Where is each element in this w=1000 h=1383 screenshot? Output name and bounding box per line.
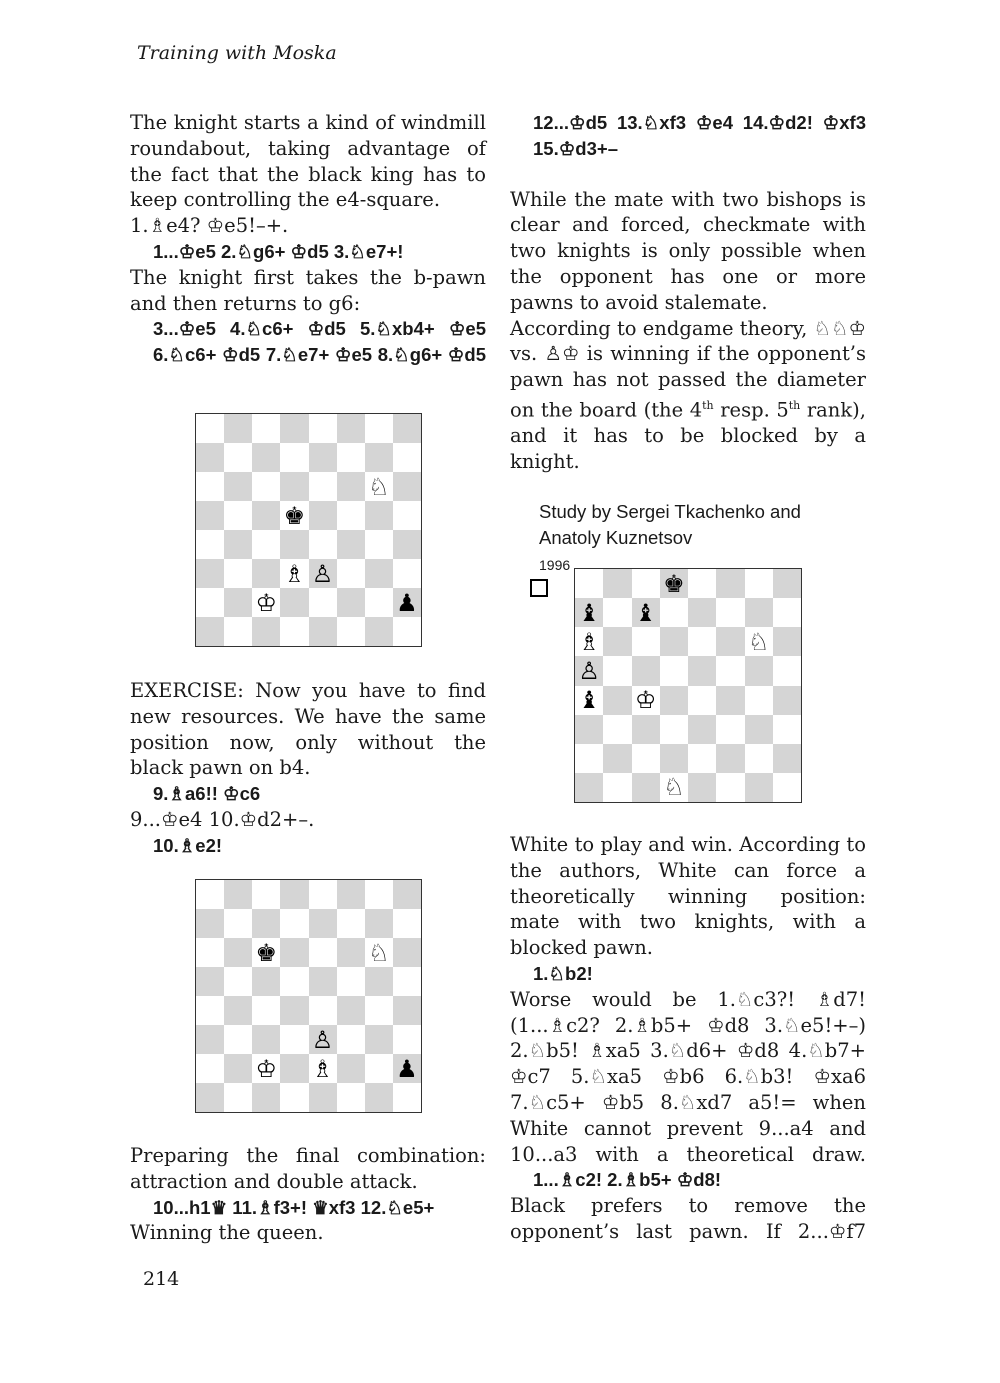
board-square [745,773,773,802]
paragraph: While the mate with two bishops is clear and forced, checkmate with two knights is only possible when the opponent has one or more pawns to avoid stalemate. [510,187,866,314]
board-square [393,443,421,472]
board-square [309,967,337,996]
board-square [575,686,603,715]
board-square [252,1025,280,1054]
board-square [716,773,744,802]
board-square [393,1054,421,1083]
board-square [196,938,224,967]
board-square [309,1025,337,1054]
board-square [252,530,280,559]
page-number: 214 [143,1268,180,1290]
board-square [196,1054,224,1083]
board-square [196,443,224,472]
board-square [365,472,393,501]
board-square [660,627,688,656]
board-square [688,686,716,715]
white-knight-icon: ♘ [368,938,390,967]
board-square [196,909,224,938]
board-square [224,1054,252,1083]
board-square [660,656,688,685]
board-square [309,909,337,938]
board-square [280,996,308,1025]
board-square [745,627,773,656]
board-square [773,656,801,685]
board-square [365,1025,393,1054]
board-square [575,569,603,598]
board-square [196,530,224,559]
board-square [337,1054,365,1083]
board-square [252,1083,280,1112]
board-square [603,715,631,744]
black-bishop-icon: ♝ [578,598,600,627]
paragraph: EXERCISE: Now you have to find new resources. We have the same position now, only without the black pawn on b4. [130,679,486,780]
board-square [393,588,421,617]
move-line: 1...♔e5 2.♘g6+ ♔d5 3.♘e7+! [153,240,404,262]
board-square [393,1025,421,1054]
board-square [252,559,280,588]
board-square [337,1025,365,1054]
right-column [510,110,866,575]
board-square [773,627,801,656]
board-square [224,501,252,530]
board-square [337,938,365,967]
board-square [393,530,421,559]
chess-diagram-3 [574,568,802,803]
exercise-checkbox-icon [530,579,548,597]
board-square [252,617,280,646]
black-bishop-icon: ♝ [578,686,600,715]
board-square [224,559,252,588]
move-line: 9.♗a6!! ♔c6 [153,783,261,805]
board-square [393,967,421,996]
board-square [252,938,280,967]
board-square [337,967,365,996]
board-square [252,880,280,909]
board-square [688,627,716,656]
board-square [393,880,421,909]
black-bishop-icon: ♝ [634,598,657,627]
board-square [252,967,280,996]
board-square [337,414,365,443]
board-square [575,715,603,744]
board-square [688,744,716,773]
board-square [196,501,224,530]
board-square [716,598,744,627]
board-square [337,1083,365,1112]
board-square [309,880,337,909]
board-square [716,656,744,685]
board-square [632,598,660,627]
board-square [309,501,337,530]
paragraph: White to play and win. According to the authors, White can force a theoretically winning position: mate with two knights, with a blocked pawn. [510,833,866,960]
board-square [224,530,252,559]
paragraph: 1.♗e4? ♔e5!–+. [130,214,289,238]
board-square [365,443,393,472]
board-square [280,530,308,559]
board-square [365,996,393,1025]
board-square [252,472,280,501]
board-square [603,598,631,627]
white-king-icon: ♔ [634,686,657,715]
board-square [688,773,716,802]
white-bishop-icon: ♗ [578,627,600,656]
board-square [280,1025,308,1054]
board-square [632,686,660,715]
white-bishop-icon: ♗ [311,1054,334,1083]
board-square [365,938,393,967]
board-square [575,598,603,627]
board-square [393,938,421,967]
board-square [603,569,631,598]
white-knight-icon: ♘ [368,472,390,501]
board-square [309,938,337,967]
board-square [224,967,252,996]
board-square [745,744,773,773]
white-king-icon: ♔ [255,1054,278,1083]
left-column [130,110,486,368]
board-square [773,744,801,773]
board-square [575,656,603,685]
board-square [660,686,688,715]
board-square [337,996,365,1025]
board-square [603,656,631,685]
board-square [224,996,252,1025]
board-square [196,559,224,588]
board-square [660,715,688,744]
board-square [716,569,744,598]
board-square [660,773,688,802]
paragraph: Winning the queen. [130,1221,324,1245]
board-square [632,744,660,773]
board-square [309,472,337,501]
left-column-bottom [130,1143,486,1246]
board-square [252,501,280,530]
black-pawn-icon: ♟ [396,1054,418,1083]
board-square [309,443,337,472]
left-column-middle [130,678,486,859]
board-square [224,617,252,646]
board-square [603,627,631,656]
move-line: 1...♗c2! 2.♗b5+ ♔d8! [533,1169,722,1191]
board-square [393,501,421,530]
paragraph: According to endgame theory, ♘♘♔ vs. ♙♔ is winning if the opponent’s pawn has not passed the diameter on the board (the 4th resp. 5th rank), and it has to be blocked by a knight. [510,316,866,474]
board-square [196,414,224,443]
board-square [745,569,773,598]
board-square [280,1083,308,1112]
chess-diagram-2 [195,879,422,1113]
paragraph: 9...♔e4 10.♔d2+–. [130,807,315,831]
board-square [309,414,337,443]
board-square [365,909,393,938]
board-square [365,967,393,996]
white-pawn-icon: ♙ [311,559,334,588]
board-square [688,569,716,598]
board-square [224,1025,252,1054]
board-square [745,715,773,744]
board-square [365,559,393,588]
paragraph: Preparing the final combination: attraction and double attack. [130,1144,486,1193]
black-pawn-icon: ♟ [396,588,418,617]
board-square [309,588,337,617]
move-line: 10...h1♛ 11.♗f3+! ♛xf3 12.♘e5+ [153,1196,435,1218]
board-square [280,414,308,443]
board-square [280,617,308,646]
board-square [337,472,365,501]
board-square [632,627,660,656]
white-knight-icon: ♘ [747,627,770,656]
board-square [575,773,603,802]
board-square [337,588,365,617]
board-square [224,443,252,472]
board-square [365,1083,393,1112]
board-square [280,880,308,909]
board-square [309,559,337,588]
white-bishop-icon: ♗ [283,559,306,588]
board-square [337,443,365,472]
board-square [365,617,393,646]
board-square [252,443,280,472]
board-square [393,909,421,938]
board-square [337,617,365,646]
board-square [224,909,252,938]
study-year: 1996 [539,556,571,573]
board-square [224,588,252,617]
board-square [688,656,716,685]
board-square [773,686,801,715]
board-square [393,559,421,588]
running-header: Training with Moska [137,42,337,64]
move-line: 1.♘b2! [533,962,593,984]
paragraph: The knight first takes the b-pawn and then returns to g6: [130,265,486,315]
board-square [280,443,308,472]
board-square [196,1083,224,1112]
board-square [632,773,660,802]
board-square [603,686,631,715]
white-knight-icon: ♘ [663,773,685,802]
board-square [603,744,631,773]
board-square [280,1054,308,1083]
board-square [252,414,280,443]
board-square [337,501,365,530]
black-king-icon: ♚ [255,938,278,967]
board-square [280,559,308,588]
board-square [716,715,744,744]
black-king-icon: ♚ [283,501,306,530]
board-square [280,967,308,996]
board-square [660,744,688,773]
white-king-icon: ♔ [255,588,278,617]
board-square [365,588,393,617]
board-square [196,472,224,501]
board-square [224,472,252,501]
board-square [224,1083,252,1112]
board-square [309,1054,337,1083]
board-square [309,530,337,559]
board-square [280,909,308,938]
board-square [365,1054,393,1083]
board-square [575,744,603,773]
board-square [280,588,308,617]
chess-diagram-1 [195,413,422,647]
board-square [393,1083,421,1112]
move-line: 10.♗e2! [153,834,223,856]
board-square [745,598,773,627]
paragraph: Worse would be 1.♘c3?! ♗d7! (1...♗c2? 2.♗b5+ ♔d8 3.♘e5!+–) 2.♘b5! ♗xa5 3.♘d6+ ♔d8 4.♘b7+ ♔c7 5.♘xa5 ♔b6 6.♘b3! ♔xa6 7.♘c5+ ♔b5 8.♘xd7 a5!= when White cannot prevent 9...a4 and 10...a3 with a theoretical draw. [510,987,866,1166]
board-square [632,656,660,685]
move-line: 12...♔d5 13.♘xf3 ♔e4 14.♔d2! ♔xf3 15.♔d3+– [533,112,866,159]
board-square [773,773,801,802]
board-square [773,715,801,744]
board-square [224,880,252,909]
right-column-bottom [510,832,866,1245]
board-square [688,598,716,627]
board-square [309,1083,337,1112]
board-square [365,501,393,530]
black-king-icon: ♚ [663,569,685,598]
board-square [393,414,421,443]
move-line: 3...♔e5 4.♘c6+ ♔d5 5.♘xb4+ ♔e5 6.♘c6+ ♔d5 7.♘e7+ ♔e5 8.♘g6+ ♔d5 [153,318,486,366]
board-square [196,880,224,909]
board-square [252,1054,280,1083]
board-square [632,569,660,598]
board-square [196,1025,224,1054]
board-square [196,967,224,996]
board-square [773,569,801,598]
board-square [603,773,631,802]
board-square [393,996,421,1025]
board-square [224,938,252,967]
board-square [252,588,280,617]
board-square [393,617,421,646]
board-square [337,530,365,559]
board-square [309,617,337,646]
board-square [688,715,716,744]
paragraph: The knight starts a kind of windmill roundabout, taking advantage of the fact that the black king has to keep controlling the e4-square. [130,111,486,212]
board-square [575,627,603,656]
board-square [745,686,773,715]
study-title: Study by Sergei Tkachenko and Anatoly Kuznetsov [539,500,801,548]
board-square [337,880,365,909]
board-square [632,715,660,744]
board-square [337,909,365,938]
board-square [365,880,393,909]
board-square [337,559,365,588]
board-square [196,588,224,617]
board-square [365,530,393,559]
board-square [252,909,280,938]
board-square [196,617,224,646]
board-square [280,472,308,501]
board-square [224,414,252,443]
white-pawn-icon: ♙ [578,656,600,685]
board-square [393,472,421,501]
board-square [716,744,744,773]
board-square [716,627,744,656]
board-square [773,598,801,627]
board-square [280,501,308,530]
white-pawn-icon: ♙ [311,1025,334,1054]
board-square [280,938,308,967]
board-square [745,656,773,685]
board-square [660,569,688,598]
board-square [196,996,224,1025]
board-square [252,996,280,1025]
board-square [716,686,744,715]
paragraph: Black prefers to remove the opponent’s last pawn. If 2...♔f7 [510,1194,866,1243]
board-square [660,598,688,627]
board-square [309,996,337,1025]
board-square [365,414,393,443]
